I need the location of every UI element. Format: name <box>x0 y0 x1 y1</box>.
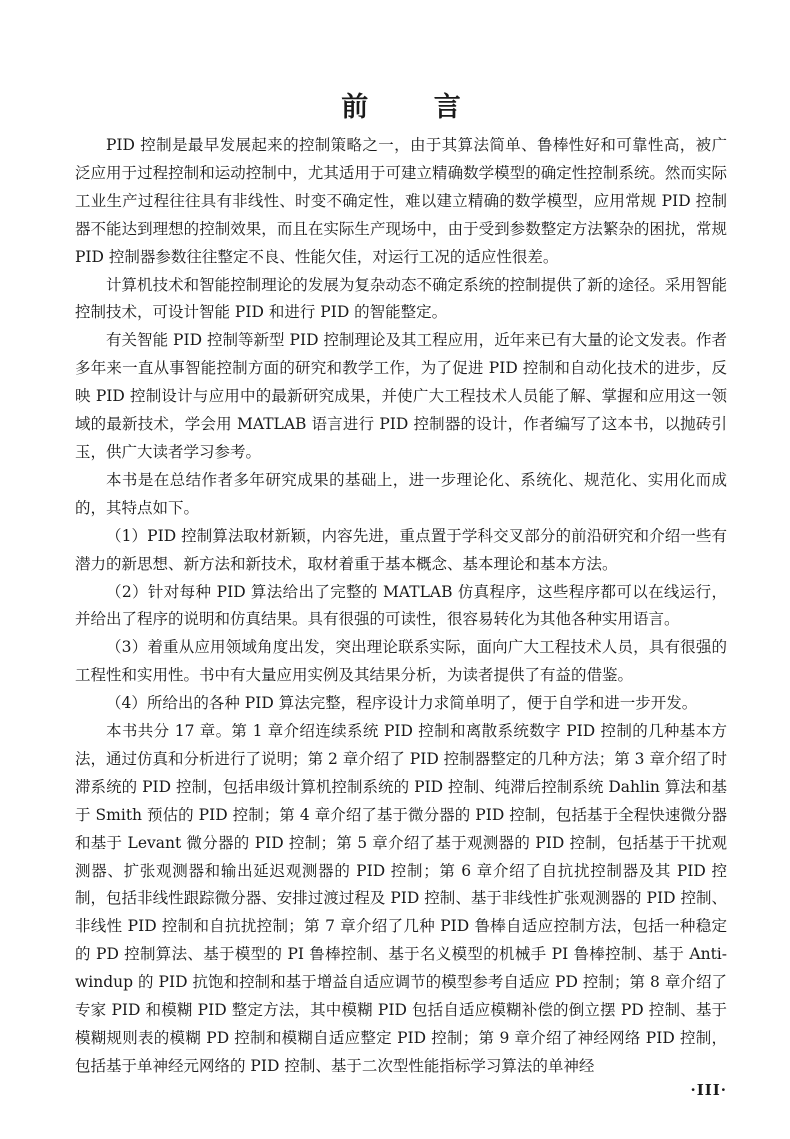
feature-item: （3）着重从应用领域角度出发，突出理论联系实际，面向广大工程技术人员，具有很强的工程性和实用性。书中有大量应用实例及其结果分析，为读者提供了有益的借鉴。 <box>75 638 727 685</box>
paragraph: 本书是在总结作者多年研究成果的基础上，进一步理论化、系统化、规范化、实用化而成的，其特点如下。 <box>75 470 727 517</box>
document-page <box>75 0 727 1139</box>
feature-item: （2）针对每种 PID 算法给出了完整的 MATLAB 仿真程序，这些程序都可以在线运行，并给出了程序的说明和仿真结果。具有很强的可读性，很容易转化为其他各种实用语言。 <box>75 582 727 629</box>
paragraph: 计算机技术和智能控制理论的发展为复杂动态不确定系统的控制提供了新的途径。采用智能控制技术，可设计智能 PID 和进行 PID 的智能整定。 <box>75 275 727 322</box>
preface-body <box>75 132 727 1081</box>
page-title: 前 言 <box>341 92 489 123</box>
page-number: ·III· <box>690 1081 727 1099</box>
feature-item: （4）所给出的各种 PID 算法完整，程序设计力求简单明了，便于自学和进一步开发。 <box>106 694 698 713</box>
paragraph: 本书共分 17 章。第 1 章介绍连续系统 PID 控制和离散系统数字 PID 控制的几种基本方法，通过仿真和分析进行了说明；第 2 章介绍了 PID 控制器整定的几种方法；第 3 章介绍了时滞系统的 PID 控制，包括串级计算机控制系统的 PID 控制、纯滞后控制系统 Dahlin 算法和基于 Smith 预估的 PID 控制；第 4 章介绍了基于微分器的 PID 控制，包括基于全程快速微分器和基于 Levant 微分器的 PID 控制；第 5 章介绍了基于观测器的 PID 控制，包括基于干扰观测器、扩张观测器和输出延迟观测器的 PID 控制；第 6 章介绍了自抗扰控制器及其 PID 控制，包括非线性跟踪微分器、安排过渡过程及 PID 控制、基于非线性扩张观测器的 PID 控制、非线性 PID 控制和自抗扰控制；第 7 章介绍了几种 PID 鲁棒自适应控制方法，包括一种稳定的 PD 控制算法、基于模型的 PI 鲁棒控制、基于名义模型的机械手 PI 鲁棒控制、基于 Anti-windup 的 PID 抗饱和控制和基于增益自适应调节的模型参考自适应 PD 控制；第 8 章介绍了专家 PID 和模糊 PID 整定方法，其中模糊 PID 包括自适应模糊补偿的倒立摆 PD 控制、基于模糊规则表的模糊 PD 控制和模糊自适应整定 PID 控制；第 9 章介绍了神经网络 PID 控制，包括基于单神经元网络的 PID 控制、基于二次型性能指标学习算法的单神经 <box>75 722 727 1075</box>
feature-item: （1）PID 控制算法取材新颖，内容先进，重点置于学科交叉部分的前沿研究和介绍一些有潜力的新思想、新方法和新技术，取材着重于基本概念、基本理论和基本方法。 <box>75 526 727 573</box>
paragraph: 有关智能 PID 控制等新型 PID 控制理论及其工程应用，近年来已有大量的论文发表。作者多年来一直从事智能控制方面的研究和教学工作，为了促进 PID 控制和自动化技术的进步，反映 PID 控制设计与应用中的最新研究成果，并使广大工程技术人员能了解、掌握和应用这一领域的最新技术，学会用 MATLAB 语言进行 PID 控制器的设计，作者编写了这本书，以抛砖引玉，供广大读者学习参考。 <box>75 331 727 461</box>
paragraph: PID 控制是最早发展起来的控制策略之一，由于其算法简单、鲁棒性好和可靠性高，被广泛应用于过程控制和运动控制中，尤其适用于可建立精确数学模型的确定性控制系统。然而实际工业生产过程往往具有非线性、时变不确定性，难以建立精确的数学模型，应用常规 PID 控制器不能达到理想的控制效果，而且在实际生产现场中，由于受到参数整定方法繁杂的困扰，常规 PID 控制器参数往往整定不良、性能欠佳，对运行工况的适应性很差。 <box>75 136 727 266</box>
